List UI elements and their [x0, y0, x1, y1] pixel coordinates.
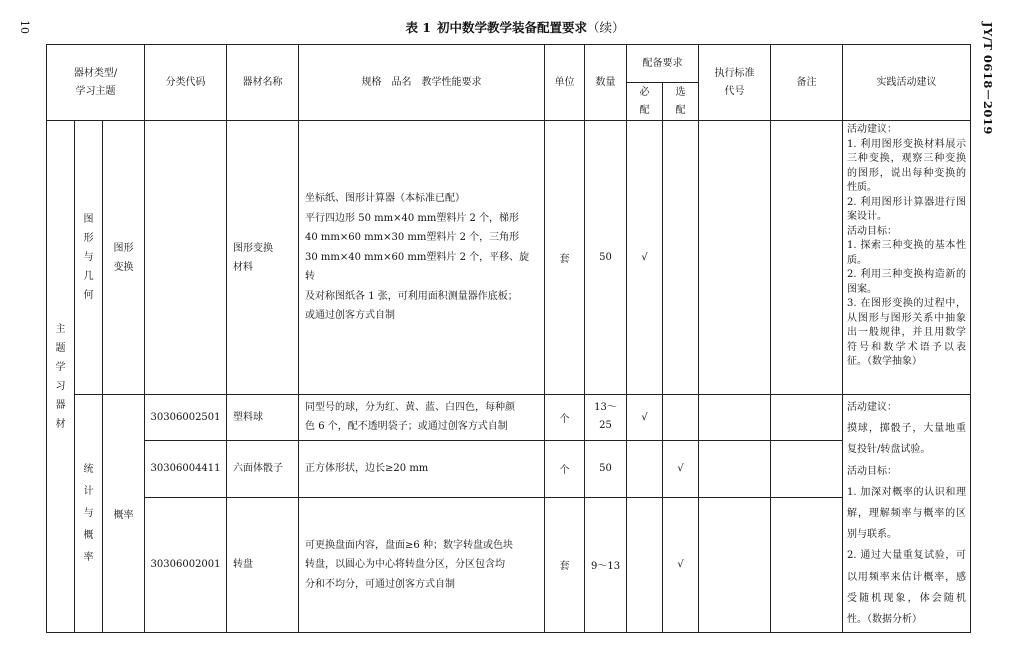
header-name: 器材名称 — [227, 45, 299, 121]
header-practice: 实践活动建议 — [843, 45, 971, 121]
name-ball: 塑料球 — [227, 395, 299, 441]
code-spinner: 30306002001 — [145, 497, 227, 633]
name-spinner: 转盘 — [227, 497, 299, 633]
table-row — [47, 440, 971, 497]
standard-code: JY/T 0618－2019 — [981, 22, 995, 135]
unit-dice: 个 — [545, 440, 585, 497]
header-remark: 备注 — [771, 45, 843, 121]
quantity-spinner: 9～13 — [585, 497, 627, 633]
header-config: 配备要求 — [627, 45, 699, 83]
required-dice — [627, 440, 663, 497]
required-geometry: √ — [627, 121, 663, 395]
header-quantity: 数量 — [585, 45, 627, 121]
remark-dice — [771, 440, 843, 497]
remark-ball — [771, 395, 843, 441]
code-ball: 30306002501 — [145, 395, 227, 441]
quantity-dice: 50 — [585, 440, 627, 497]
quantity-ball: 13～ 25 — [585, 395, 627, 441]
spec-dice: 正方体形状，边长≥20 mm — [299, 440, 545, 497]
header-spec: 规格 品名 教学性能要求 — [299, 45, 545, 121]
sub-probability: 概率 — [103, 395, 145, 633]
header-unit: 单位 — [545, 45, 585, 121]
standard-ball — [699, 395, 771, 441]
standard-dice — [699, 440, 771, 497]
optional-ball — [663, 395, 699, 441]
table-title-continued: （续） — [587, 20, 625, 35]
table-title-text: 初中数学教学装备配置要求 — [437, 20, 588, 35]
required-ball: √ — [627, 395, 663, 441]
unit-geometry: 套 — [545, 121, 585, 395]
code-geometry — [145, 121, 227, 395]
name-geometry: 图形变换 材料 — [227, 121, 299, 395]
page-number: 10 — [18, 20, 31, 34]
table-row — [47, 497, 971, 633]
remark-geometry — [771, 121, 843, 395]
practice-probability: 活动建议： 摸球，掷骰子，大量地重复投针/转盘试验。 活动目标： 1. 加深对概率的认识和理解，理解频率与概率的区别与联系。 2. 通过大量重复试验，可以用频率来估计概率，感受随机现象，体会随机性。（数据分析） — [843, 395, 971, 633]
spec-spinner: 可更换盘面内容，盘面≥6 种；数字转盘或色块 转盘，以圆心为中心将转盘分区，分区包含均 分和不均分，可通过创客方式自制 — [299, 497, 545, 633]
header-standard: 执行标准 代号 — [699, 45, 771, 121]
equipment-table — [46, 44, 971, 633]
theme-probability: 统 计 与 概 率 — [75, 395, 103, 633]
header-category: 器材类型/ 学习主题 — [47, 45, 145, 121]
spec-ball: 同型号的球，分为红、黄、蓝、白四色，每种颜 色 6 个，配不透明袋子；或通过创客方式自制 — [299, 395, 545, 441]
table-title — [0, 18, 1024, 36]
remark-spinner — [771, 497, 843, 633]
practice-geometry: 活动建议： 1. 利用图形变换材料展示三种变换，观察三种变换的图形，说出每种变换的性质。 2. 利用图形计算器进行图案设计。 活动目标： 1. 探索三种变换的基本性质。 2. 利用三种变换构造新的图案。 3. 在图形变换的过程中，从图形与图形关系中抽象出一般规律，并且用数学符号和数学术语予以表征。（数学抽象） — [843, 121, 971, 395]
unit-ball: 个 — [545, 395, 585, 441]
theme-geometry: 图 形 与 几 何 — [75, 121, 103, 395]
spec-geometry: 坐标纸、图形计算器（本标准已配） 平行四边形 50 mm×40 mm塑料片 2 个，梯形 40 mm×60 mm×30 mm塑料片 2 个，三角形 30 mm×40 mm×60 mm塑料片 2 个，平移、旋转 及对称图纸各 1 张，可利用面积测量器作底板； 或通过创客方式自制 — [299, 121, 545, 395]
optional-spinner: √ — [663, 497, 699, 633]
header-code: 分类代码 — [145, 45, 227, 121]
standard-geometry — [699, 121, 771, 395]
unit-spinner: 套 — [545, 497, 585, 633]
code-dice: 30306004411 — [145, 440, 227, 497]
table-row — [47, 395, 971, 441]
standard-spinner — [699, 497, 771, 633]
header-required: 必配 — [627, 83, 663, 121]
optional-dice: √ — [663, 440, 699, 497]
name-dice: 六面体骰子 — [227, 440, 299, 497]
header-optional: 选配 — [663, 83, 699, 121]
group-main-label: 主 题 学 习 器 材 — [47, 121, 75, 633]
optional-geometry — [663, 121, 699, 395]
sub-geometry: 图形 变换 — [103, 121, 145, 395]
quantity-geometry: 50 — [585, 121, 627, 395]
table-number: 表 1 — [405, 20, 432, 35]
required-spinner — [627, 497, 663, 633]
